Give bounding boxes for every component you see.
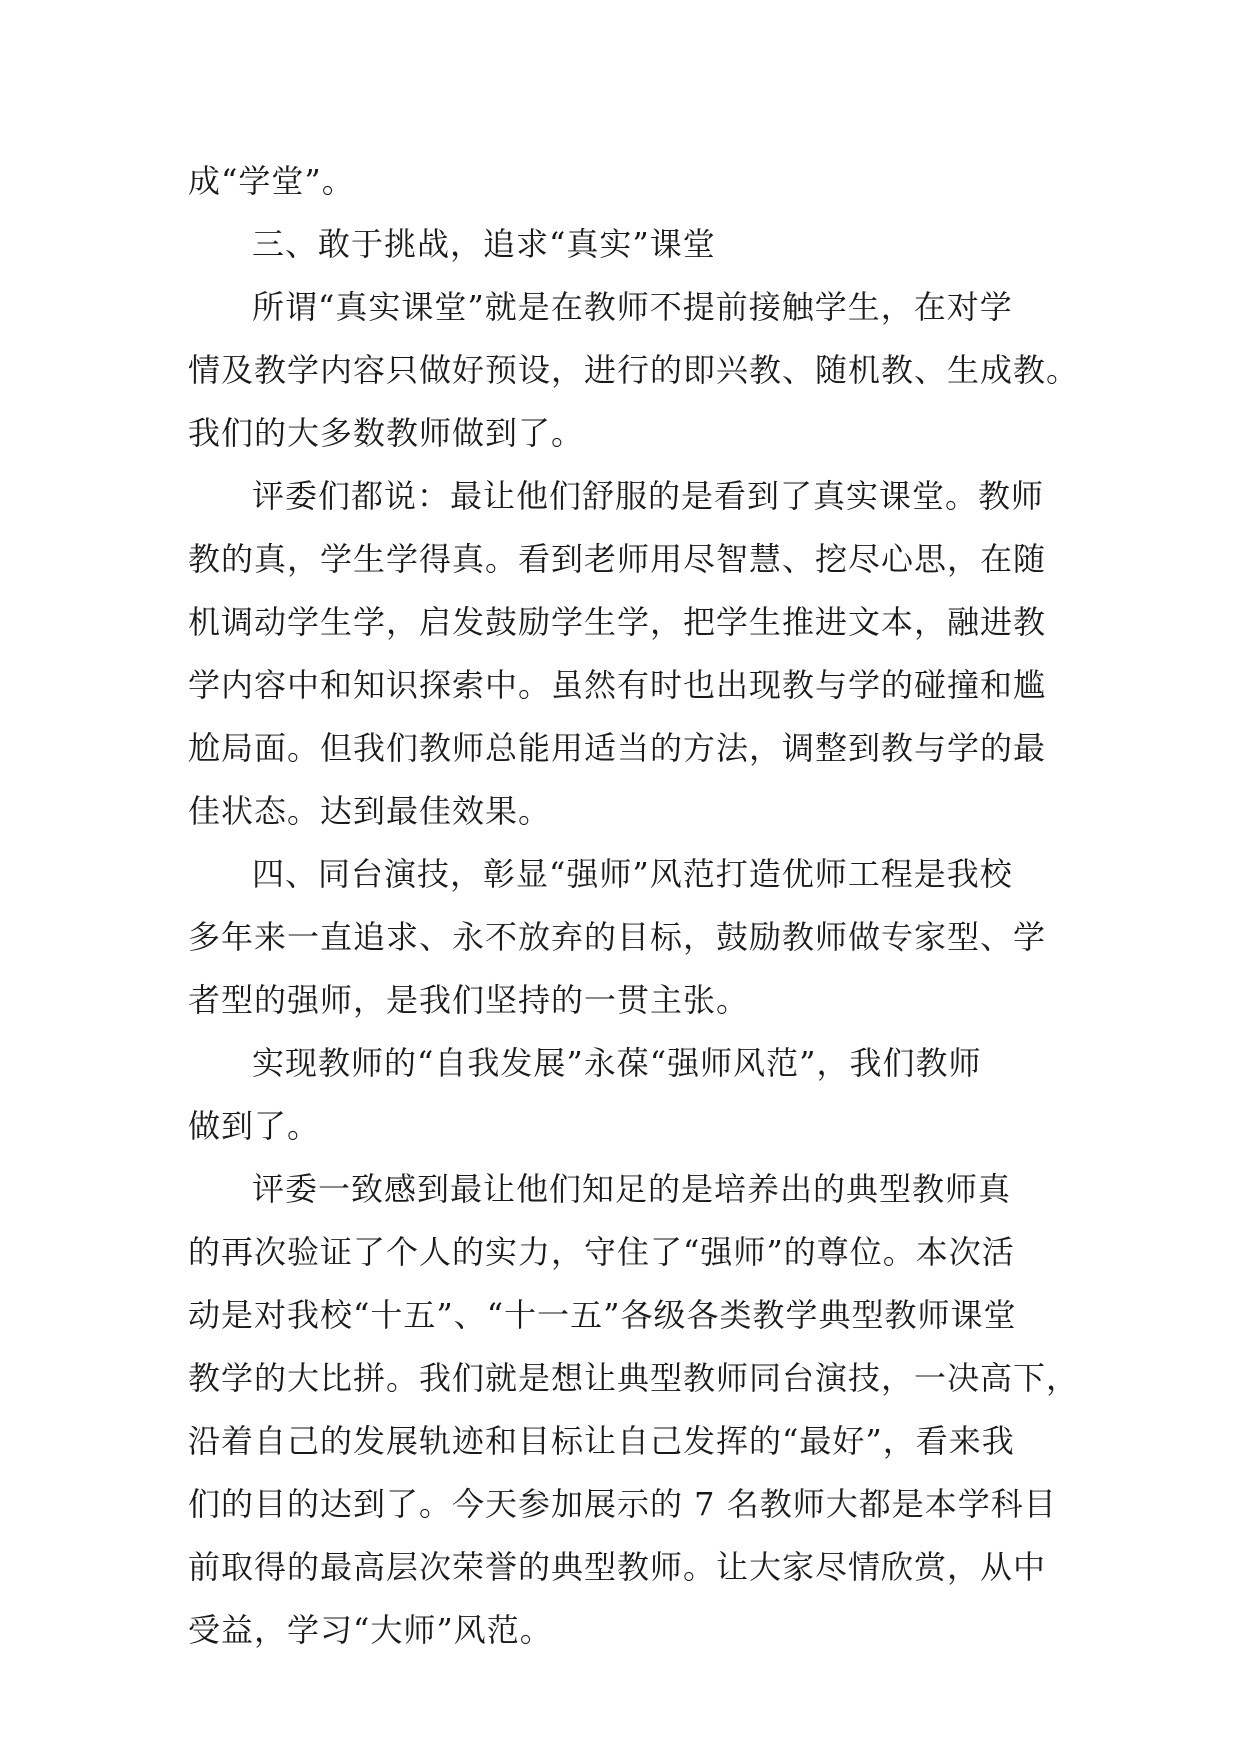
text-line: 情及教学内容只做好预设，进行的即兴教、随机教、生成教。 [188, 351, 1080, 389]
text-line: 多年来一直追求、永不放弃的目标，鼓励教师做专家型、学 [188, 918, 1047, 956]
text-line: 评委们都说：最让他们舒服的是看到了真实课堂。教师 [252, 477, 1045, 515]
text-line: 学内容中和知识探索中。虽然有时也出现教与学的碰撞和尴 [188, 666, 1047, 704]
text-line: 佳状态。达到最佳效果。 [188, 792, 552, 830]
text-line: 动是对我校“十五”、“十一五”各级各类教学典型教师课堂 [188, 1296, 1017, 1334]
text-line: 前取得的最高层次荣誉的典型教师。让大家尽情欣赏，从中 [188, 1548, 1047, 1586]
text-line: 者型的强师，是我们坚持的一贯主张。 [188, 981, 750, 1019]
text-line: 教的真，学生学得真。看到老师用尽智慧、挖尽心思，在随 [188, 540, 1047, 578]
text-line: 的再次验证了个人的实力，守住了“强师”的尊位。本次活 [188, 1233, 1015, 1271]
text-line: 所谓“真实课堂”就是在教师不提前接触学生，在对学 [252, 288, 1013, 326]
text-line: 评委一致感到最让他们知足的是培养出的典型教师真 [252, 1170, 1012, 1208]
text-line: 实现教师的“自我发展”永葆“强师风范”，我们教师 [252, 1044, 982, 1082]
text-line: 做到了。 [188, 1107, 321, 1145]
document-body [188, 150, 1080, 1662]
text-line: 机调动学生学，启发鼓励学生学，把学生推进文本，融进教 [188, 603, 1047, 641]
text-line: 成“学堂”。 [188, 162, 355, 200]
text-line: 沿着自己的发展轨迹和目标让自己发挥的“最好”，看来我 [188, 1422, 1015, 1460]
section-heading: 四、同台演技，彰显“强师”风范打造优师工程是我校 [252, 855, 1013, 893]
text-line: 我们的大多数教师做到了。 [188, 414, 585, 452]
text-line: 受益，学习“大师”风范。 [188, 1611, 553, 1649]
text-line: 们的目的达到了。今天参加展示的 7 名教师大都是本学科目 [188, 1485, 1057, 1523]
text-line: 教学的大比拼。我们就是想让典型教师同台演技，一决高下， [188, 1359, 1080, 1397]
section-heading: 三、敢于挑战，追求“真实”课堂 [252, 225, 716, 263]
text-line: 尬局面。但我们教师总能用适当的方法，调整到教与学的最 [188, 729, 1047, 767]
